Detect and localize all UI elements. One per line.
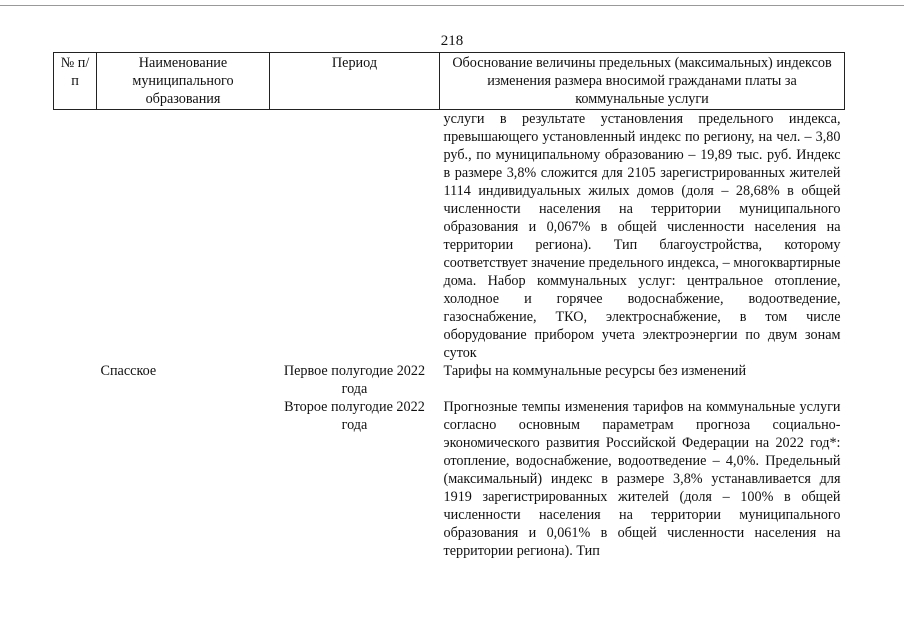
page-number: 218 [440, 33, 464, 49]
row-municipality [97, 398, 270, 560]
row-justification: Прогнозные темпы изменения тарифов на коммунальные услуги согласно основным параметрам прогноза социально-экономического развития Российской Федерации на 2022 год*: отопление, водоснабжение, водоотведение – 4,0%. Предельный (максимальный) индекс в размере 3,8% устанавливается для 1919 зарегистрированных жителей (доля – 100% в общей численности населения на территории муниципального образования и 0,061% в общей численности населения на территории региона). Тип [443, 399, 841, 559]
table-header-row [54, 53, 845, 110]
table-row [54, 398, 845, 560]
row-municipality [97, 110, 270, 363]
table-row [54, 362, 845, 398]
header-municipality: Наименование муниципального образования [97, 53, 270, 110]
row-number [54, 362, 97, 398]
table-row [54, 110, 845, 363]
municipal-index-table [53, 52, 845, 560]
header-justification: Обоснование величины предельных (максимальных) индексов изменения размера вносимой гражданами платы за коммунальные услуги [440, 53, 845, 110]
row-number [54, 398, 97, 560]
header-period: Период [270, 53, 440, 110]
header-number: № п/п [54, 53, 97, 110]
row-number [54, 110, 97, 363]
row-period: Первое полугодие 2022 года [283, 363, 426, 397]
row-justification: услуги в результате установления предельного индекса, превышающего установленный индекс по региону, на чел. – 3,80 руб., по муниципальному образованию – 19,89 тыс. руб. Индекс в размере 3,8% сложится для 2105 зарегистрированных жителей 1114 индивидуальных жилых домов (доля – 28,68% в общей численности населения на территории муниципального образования и 0,067% в общей численности населения на территории региона). Тип благоустройства, которому соответствует значение предельного индекса, – многоквартирные дома. Набор коммунальных услуг: центральное отопление, холодное и горячее водоснабжение, водоотведение, газоснабжение, ТКО, электроснабжение, в том числе оборудование прибором учета электроэнергии по двум зонам суток [443, 111, 841, 361]
row-period [270, 110, 440, 363]
row-justification: Тарифы на коммунальные ресурсы без изменений [443, 363, 747, 379]
row-municipality: Спасское [100, 363, 157, 379]
row-period: Второе полугодие 2022 года [284, 399, 425, 433]
top-rule [0, 5, 904, 6]
